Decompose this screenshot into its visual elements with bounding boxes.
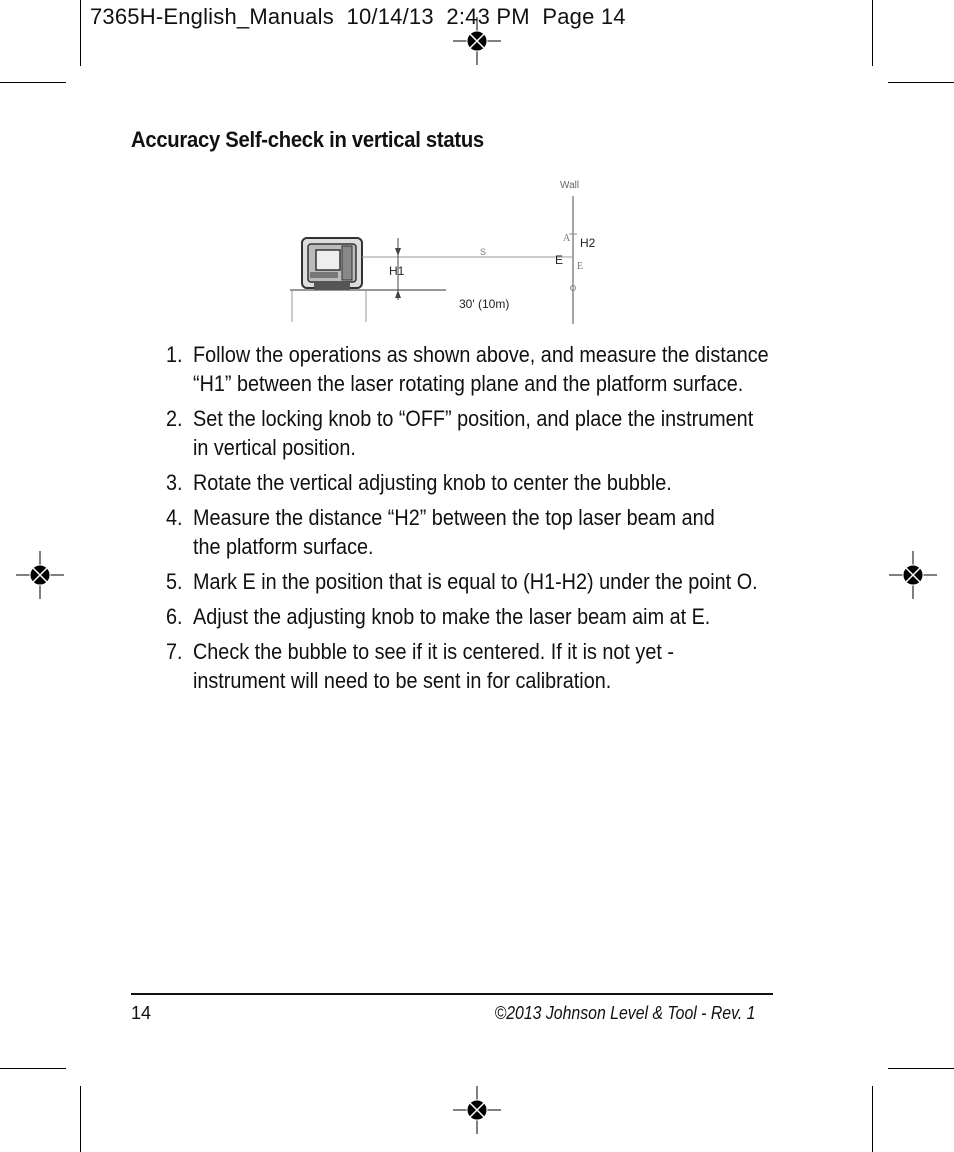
crop-mark-br-horizontal	[888, 1068, 954, 1069]
crop-mark-tl-horizontal	[0, 82, 66, 83]
footer-rule	[131, 993, 773, 995]
e-mark-label: E	[577, 261, 584, 272]
h1-label: H1	[389, 264, 405, 278]
step-text-line: the platform surface.	[193, 534, 374, 559]
copyright-notice: ©2013 Johnson Level & Tool - Rev. 1	[494, 1003, 755, 1023]
wall-label: Wall	[560, 180, 580, 191]
crop-mark-bl-vertical	[80, 1086, 81, 1152]
print-slug: 7365H-English_Manuals 10/14/13 2:43 PM Page 14	[90, 4, 626, 29]
step-number: 1.	[166, 342, 183, 367]
step-5	[166, 567, 758, 596]
registration-mark-top	[453, 17, 501, 65]
step-number: 7.	[166, 639, 183, 664]
registration-mark-right	[889, 551, 937, 599]
step-text-line: Measure the distance “H2” between the top laser beam and	[193, 505, 715, 530]
laser-instrument-icon	[302, 238, 362, 290]
crop-mark-tl-vertical	[80, 0, 81, 66]
step-1	[166, 340, 769, 398]
step-number: 6.	[166, 604, 183, 629]
step-number: 3.	[166, 470, 183, 495]
step-7	[166, 637, 742, 695]
step-number: 4.	[166, 505, 183, 530]
step-2	[166, 404, 754, 462]
registration-mark-left	[16, 551, 64, 599]
h2-label: H2	[580, 236, 596, 250]
step-text-line: Follow the operations as shown above, and measure the distance	[193, 342, 769, 367]
e-label: E	[555, 253, 564, 267]
registration-mark-bottom	[453, 1086, 501, 1134]
crop-mark-tr-vertical	[872, 0, 873, 66]
step-text-line: Rotate the vertical adjusting knob to center the bubble.	[193, 470, 672, 495]
distance-label: 30' (10m)	[459, 297, 510, 311]
step-text-line: Mark E in the position that is equal to (H1-H2) under the point O.	[193, 569, 758, 594]
section-heading: Accuracy Self-check in vertical status	[131, 127, 484, 152]
step-4	[166, 503, 742, 561]
step-number: 2.	[166, 406, 183, 431]
step-6	[166, 602, 742, 631]
crop-mark-bl-horizontal	[0, 1068, 66, 1069]
page-number: 14	[131, 1003, 152, 1023]
a-mark-label: A	[563, 233, 571, 244]
vertical-check-diagram	[286, 172, 596, 324]
step-3	[166, 468, 742, 497]
instruction-steps	[166, 340, 806, 701]
step-text-line: “H1” between the laser rotating plane and the platform surface.	[193, 371, 744, 396]
s-label: S	[480, 247, 487, 257]
step-number: 5.	[166, 569, 183, 594]
crop-mark-tr-horizontal	[888, 82, 954, 83]
step-text-line: in vertical position.	[193, 435, 356, 460]
step-text-line: Adjust the adjusting knob to make the laser beam aim at E.	[193, 604, 711, 629]
crop-mark-br-vertical	[872, 1086, 873, 1152]
step-text-line: Check the bubble to see if it is centered. If it is not yet -	[193, 639, 674, 664]
step-text-line: Set the locking knob to “OFF” position, and place the instrument	[193, 406, 754, 431]
step-text-line: instrument will need to be sent in for calibration.	[193, 668, 612, 693]
